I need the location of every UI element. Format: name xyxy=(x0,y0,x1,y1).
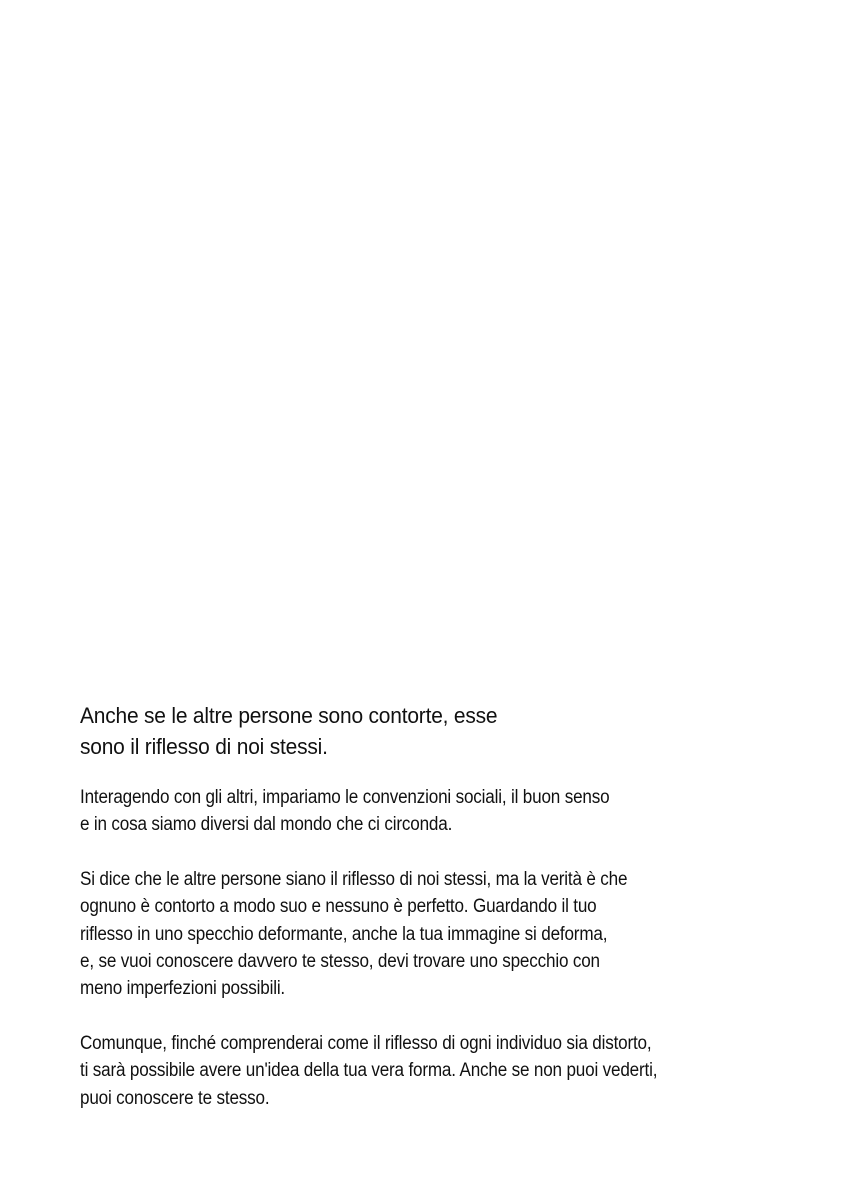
paragraph-1 xyxy=(80,784,770,839)
paragraph-line: ti sarà possibile avere un'idea della tua vera forma. Anche se non puoi vederti, xyxy=(80,1060,658,1082)
paragraph-line: Comunque, finché comprenderai come il riflesso di ogni individuo sia distorto, xyxy=(80,1032,652,1054)
paragraph-line: puoi conoscere te stesso. xyxy=(80,1087,270,1109)
text-block xyxy=(80,700,770,1139)
heading-line: Anche se le altre persone sono contorte, esse xyxy=(80,703,498,728)
heading-line: sono il riflesso di noi stessi. xyxy=(80,734,328,759)
page-heading xyxy=(80,700,770,762)
paragraph-2 xyxy=(80,866,770,1003)
paragraph-line: Si dice che le altre persone siano il riflesso di noi stessi, ma la verità è che xyxy=(80,868,628,890)
paragraph-line: e in cosa siamo diversi dal mondo che ci circonda. xyxy=(80,814,453,836)
paragraph-line: ognuno è contorto a modo suo e nessuno è perfetto. Guardando il tuo xyxy=(80,896,597,918)
paragraph-line: riflesso in uno specchio deformante, anche la tua immagine si deforma, xyxy=(80,923,608,945)
paragraph-3 xyxy=(80,1030,770,1112)
paragraph-line: Interagendo con gli altri, impariamo le convenzioni sociali, il buon senso xyxy=(80,787,610,808)
paragraph-line: e, se vuoi conoscere davvero te stesso, devi trovare uno specchio con xyxy=(80,951,600,973)
paragraph-line: meno imperfezioni possibili. xyxy=(80,978,286,1000)
